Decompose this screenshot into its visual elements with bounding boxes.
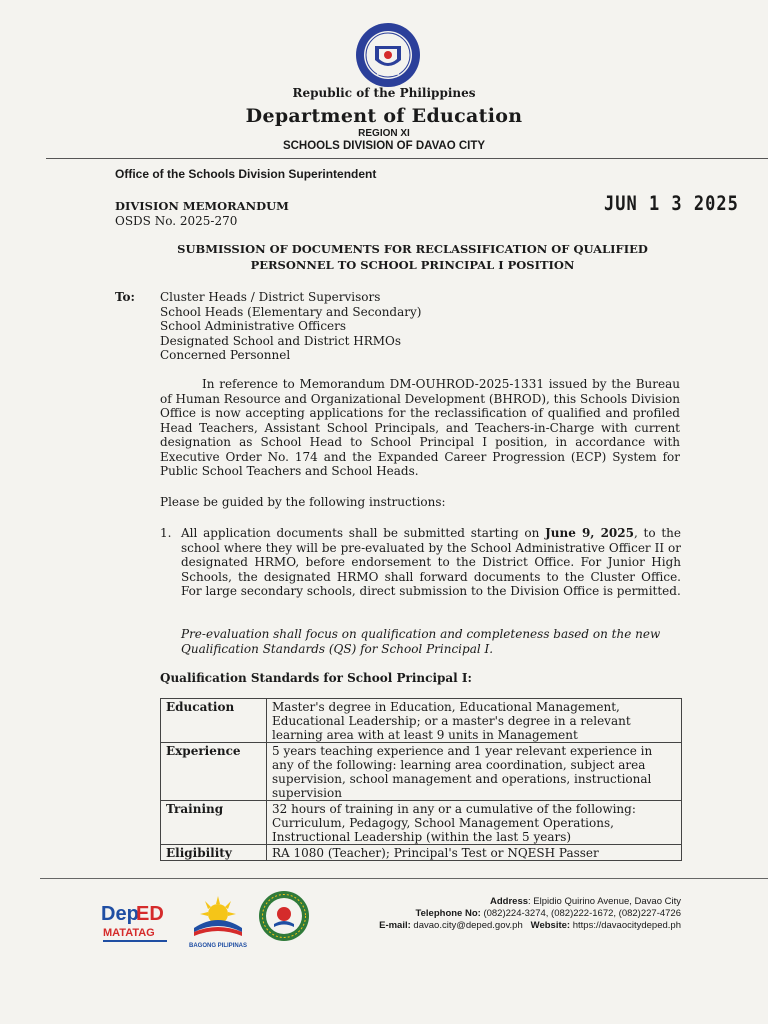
website-value[interactable]: https://davaocitydeped.ph (570, 920, 681, 931)
body-paragraph-reference: In reference to Memorandum DM-OUHROD-2025-1331 issued by the Bureau of Human Resource and Organizational Development (BHROD), this Schools Division Office is now accepting applications for the reclassification of qualified and profiled Head Teachers, Assistant School Principals, and Teachers-in-Charge with current designation as School Head to School Principal I position, in accordance with Executive Order No. 174 and the Expanded Career Progression (ECP) System for Public School Teachers and School Heads. (160, 377, 680, 478)
deped-matatag-logo-icon (100, 898, 172, 948)
address-value: : Elpidio Quirino Avenue, Davao City (528, 896, 681, 907)
svg-text:MATATAG: MATATAG (103, 927, 155, 939)
recipient-item: Cluster Heads / District Supervisors (160, 290, 381, 304)
qs-key: Training (161, 801, 267, 845)
instruction-text-start: All application documents shall be submitted starting on (181, 526, 546, 540)
subject-line: SUBMISSION OF DOCUMENTS FOR RECLASSIFICATION OF QUALIFIED (177, 242, 648, 256)
pre-evaluation-note: Pre-evaluation shall focus on qualification and completeness based on the new Qualification Standards (QS) for School Principal I. (181, 627, 661, 656)
bagong-pilipinas-logo-icon (186, 890, 250, 950)
header-divider (46, 158, 768, 159)
instruction-number: 1. (160, 526, 172, 540)
submission-date: June 9, 2025 (545, 526, 634, 540)
telephone-label: Telephone No: (415, 908, 481, 919)
region-heading: REGION XI (358, 128, 410, 139)
footer-address (261, 896, 681, 907)
telephone-value: (082)224-3274, (082)222-1672, (082)227-4726 (480, 908, 681, 919)
email-value[interactable]: davao.city@deped.gov.ph (410, 920, 523, 931)
memo-number: OSDS No. 2025-270 (115, 214, 238, 228)
footer-telephone (261, 908, 681, 919)
address-label: Address (490, 896, 529, 907)
qs-key: Education (161, 699, 267, 743)
subject-line: PERSONNEL TO SCHOOL PRINCIPAL I POSITION (250, 258, 575, 272)
date-stamp: JUN 1 3 2025 (604, 192, 739, 216)
office-name: Office of the Schools Division Superintendent (115, 167, 377, 181)
email-label: E-mail: (379, 920, 411, 931)
qs-value: RA 1080 (Teacher); Principal's Test or NQESH Passer (267, 845, 682, 861)
qs-key: Eligibility (161, 845, 267, 861)
memo-subject (115, 241, 710, 273)
deped-seal-icon (355, 22, 421, 88)
recipient-item: School Heads (Elementary and Secondary) (160, 304, 422, 319)
table-row (161, 801, 682, 845)
recipient-item: School Administrative Officers (160, 319, 347, 333)
instruction-text-end: , to the school where they will be pre-evaluated by the School Administrative Officer II or designated HRMO, before endorsement to the District Office. For Junior High Schools, the designated HRMO shall forward documents to the Cluster Office. For large secondary schools, direct submission to the Division Office is permitted. (181, 526, 681, 598)
qs-key: Experience (161, 743, 267, 801)
table-row (161, 699, 682, 743)
qs-value: 5 years teaching experience and 1 year relevant experience in any of the following: learning area coordination, subject area supervision, school management and operations, instructional supervision (267, 743, 682, 801)
to-label: To: (115, 290, 135, 304)
footer-divider (40, 878, 768, 879)
qualification-standards-title: Qualification Standards for School Principal I: (160, 671, 472, 685)
qs-value: 32 hours of training in any or a cumulative of the following: Curriculum, Pedagogy, School Management Operations, Instructional Leadership (within the last 5 years) (267, 801, 682, 845)
qs-value: Master's degree in Education, Educational Management, Educational Leadership; or a master's degree in a relevant learning area with at least 9 units in Management (267, 699, 682, 743)
recipient-item: Designated School and District HRMOs (160, 333, 402, 348)
svg-text:ED: ED (136, 903, 164, 925)
republic-heading: Republic of the Philippines (292, 86, 476, 100)
svg-text:BAGONG PILIPINAS: BAGONG PILIPINAS (188, 943, 248, 949)
recipient-item: Concerned Personnel (160, 348, 291, 362)
memo-type: DIVISION MEMORANDUM (115, 199, 289, 213)
table-row (161, 845, 682, 861)
recipient-list (160, 290, 421, 363)
table-row (161, 743, 682, 801)
body-paragraph-instructions: Please be guided by the following instructions: (160, 495, 446, 509)
instruction-text (181, 526, 681, 599)
qualification-standards-table (160, 698, 682, 861)
department-heading: Department of Education (245, 105, 523, 127)
footer-email-website (261, 920, 681, 931)
division-heading: SCHOOLS DIVISION OF DAVAO CITY (282, 140, 486, 152)
website-label: Website: (530, 920, 571, 931)
svg-text:Dep: Dep (101, 903, 139, 925)
